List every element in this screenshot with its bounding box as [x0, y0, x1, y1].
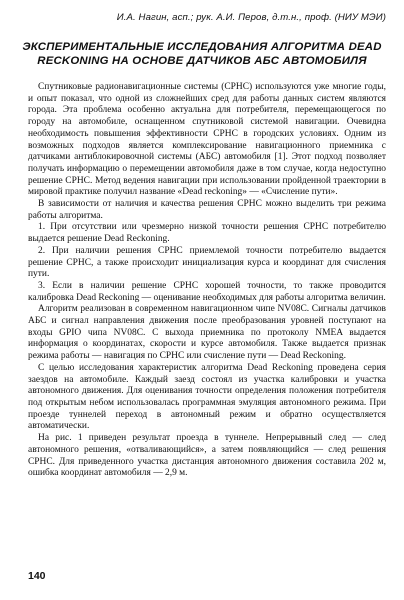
paragraph-modes-intro: В зависимости от наличия и качества решения СРНС можно выделить три режима работы алгоритма. — [28, 199, 386, 221]
paragraph-experiments: С целью исследования характеристик алгоритма Dead Reckoning проведена серия заездов на автомобиле. Каждый заезд состоял из участка калибровки и участка автономного движения. Для оценивания точности определения положения потребителя под открытым небом использовалась программная эмуляция автономного режима. При проезде туннелей переход в автономный режим и обратно осуществляется автоматически. — [28, 362, 386, 432]
page-number: 140 — [28, 570, 46, 582]
paragraph-intro: Спутниковые радионавигационные системы (СРНС) используются уже многие годы, и опыт показал, что одной из сложнейших сред для работы данных систем являются города. Эта проблема особенно актуальна для потребителя, перемещающегося по городу на автомобиле, оснащенном спутниковой системой навигации. Очевидна необходимость повышения эффективности СРНС в городских условиях. Одним из возможных подходов является комплексирование навигационного приемника с датчиками антиблокировочной системы (АБС) автомобиля [1]. Этот подход позволяет получать информацию о перемещении автомобиля даже в том случае, когда недоступно решение СРНС. Метод ведения навигации при использовании пройденной траектории в мировой практике получил название «Dead reckoning» — «Счисление пути». — [28, 82, 386, 198]
article-title: ЭКСПЕРИМЕНТАЛЬНЫЕ ИССЛЕДОВАНИЯ АЛГОРИТМА DEAD RECKONING НА ОСНОВЕ ДАТЧИКОВ АБС АВТОМОБИЛЯ — [22, 41, 382, 67]
paragraph-mode-3: 3. Если в наличии решение СРНС хорошей точности, то также проводится калибровка Dead Reckoning — оценивание необходимых для работы алгоритма величин. — [28, 280, 386, 303]
article-body — [28, 82, 386, 480]
paragraph-implementation: Алгоритм реализован в современном навигационном чипе NV08C. Сигналы датчиков АБС и сигнал направления движения после преобразования уровней поступают на входы GPIO чипа NV08C. С выхода приемника по протоколу NMEA выдается информация о координатах, скорости и курсе автомобиля. Также выдается признак режима работы — навигация по СРНС или счисление пути — Dead Reckoning. — [28, 304, 386, 362]
paragraph-mode-1: 1. При отсутствии или чрезмерно низкой точности решения СРНС потребителю выдается решение Dead Reckoning. — [28, 222, 386, 245]
author-line: И.А. Нагин, асп.; рук. А.И. Перов, д.т.н., проф. (НИУ МЭИ) — [116, 12, 386, 23]
paragraph-mode-2: 2. При наличии решения СРНС приемлемой точности потребителю выдается решение СРНС, а также происходит инициализация курса и координат для счисления пути. — [28, 245, 386, 280]
paragraph-results: На рис. 1 приведен результат проезда в туннеле. Непрерывный след — след автономного решения, «отваливающийся», а затем появляющийся — след решения СРНС. Для приведенного участка дистанция автономного движения составила 202 м, ошибка координат автомобиля — 2,9 м. — [28, 433, 386, 479]
